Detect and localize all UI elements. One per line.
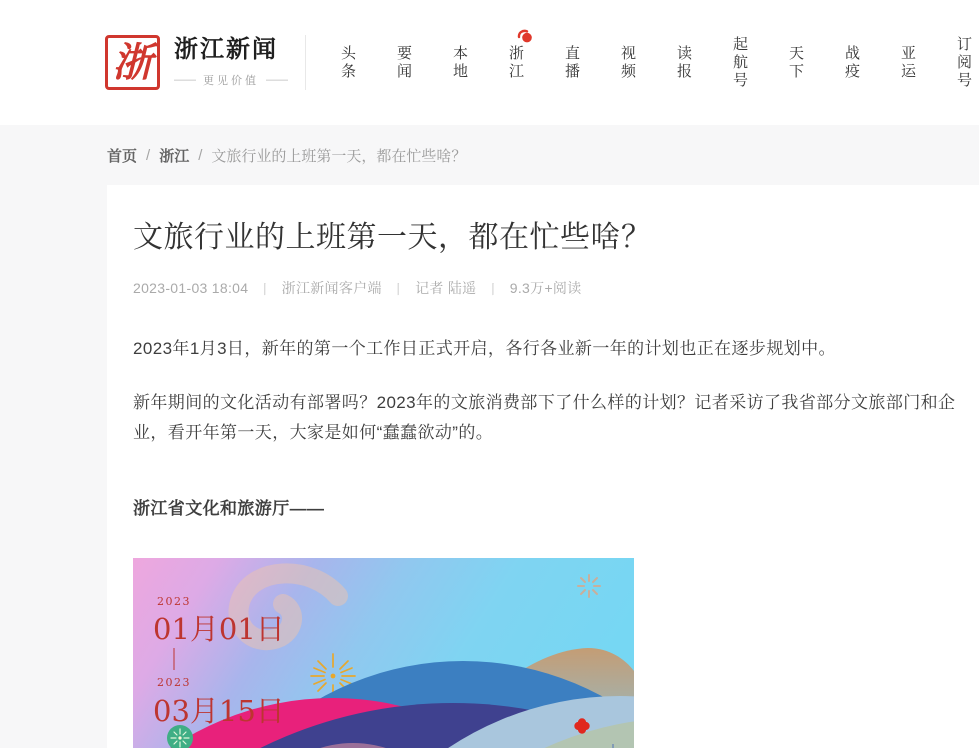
comet-hot-icon [516, 29, 533, 46]
nav-item-zhanyi[interactable]: 战疫 [843, 44, 860, 81]
seal-character: 浙 [112, 38, 153, 86]
nav-item-zhejiang[interactable]: 浙江 [507, 45, 524, 81]
nav-item-bendi[interactable]: 本地 [451, 44, 468, 81]
nav-item-qihanghao[interactable]: 起航号 [731, 35, 748, 90]
breadcrumb-section-zhejiang[interactable]: 浙江 [159, 147, 190, 165]
article-body [133, 334, 969, 748]
breadcrumb-separator: / [146, 146, 151, 164]
poster-year-end: 2023 [157, 676, 191, 689]
nav-item-zhibo[interactable]: 直播 [563, 44, 580, 81]
poster-date-start: 01月01日 [153, 612, 285, 646]
site-logo[interactable] [105, 35, 288, 90]
meta-reporter: 记者 陆遥 [415, 280, 477, 296]
breadcrumb-home[interactable]: 首页 [107, 147, 138, 165]
meta-read-count: 9.3万+阅读 [509, 280, 582, 296]
meta-separator: 丨 [258, 281, 272, 297]
poster-date-end: 03月15日 [153, 694, 285, 728]
header-divider [305, 35, 306, 90]
nav-item-dubao[interactable]: 读报 [675, 44, 692, 81]
tagline-text: 更见价值 [203, 75, 259, 88]
nav-item-tianxia[interactable]: 天下 [787, 44, 804, 81]
poster-illustration [133, 558, 634, 748]
article-paragraph-1: 2023年1月3日，新年的第一个工作日正式开启，各行各业新一年的计划也正在逐步规划中。 [133, 339, 836, 358]
meta-source: 浙江新闻客户端 [281, 280, 382, 296]
brand-tagline [174, 72, 288, 88]
tagline-dash: —— [266, 74, 288, 87]
breadcrumb [107, 145, 466, 166]
nav-item-dingyuehao[interactable]: 订阅号 [955, 35, 972, 90]
site-header [0, 0, 979, 125]
poster-year-start: 2023 [157, 595, 191, 608]
article-card [107, 185, 979, 748]
meta-separator: 丨 [486, 281, 500, 297]
nav-item-yaowen[interactable]: 要闻 [395, 44, 412, 81]
brand-text [174, 37, 288, 88]
header-inner [0, 0, 979, 125]
seal-logo-icon [105, 35, 160, 90]
nav-item-yayun[interactable]: 亚运 [899, 44, 916, 81]
article-meta [133, 278, 969, 298]
meta-separator: 丨 [391, 281, 406, 297]
breadcrumb-separator: / [198, 146, 203, 164]
nav-item-toutiao[interactable]: 头条 [339, 44, 356, 81]
article-paragraph-2: 新年期间的文化活动有部署吗？2023年的文旅消费部下了什么样的计划？记者采访了我省部分文旅部门和企业，看开年第一天，大家是如何“蠢蠢欲动”的。 [133, 393, 956, 442]
main-nav [339, 36, 972, 90]
breadcrumb-current-page: 文旅行业的上班第一天，都在忙些啥？ [211, 147, 467, 165]
breadcrumb-bar [0, 125, 979, 185]
article-poster-image [133, 558, 634, 748]
nav-item-shipin[interactable]: 视频 [619, 44, 636, 81]
meta-datetime: 2023-01-03 18:04 [133, 280, 249, 296]
brand-title: 浙江新闻 [174, 35, 278, 63]
article-subheading: 浙江省文化和旅游厅—— [133, 499, 325, 518]
tagline-dash: —— [174, 74, 196, 87]
article-title: 文旅行业的上班第一天，都在忙些啥？ [133, 221, 652, 254]
